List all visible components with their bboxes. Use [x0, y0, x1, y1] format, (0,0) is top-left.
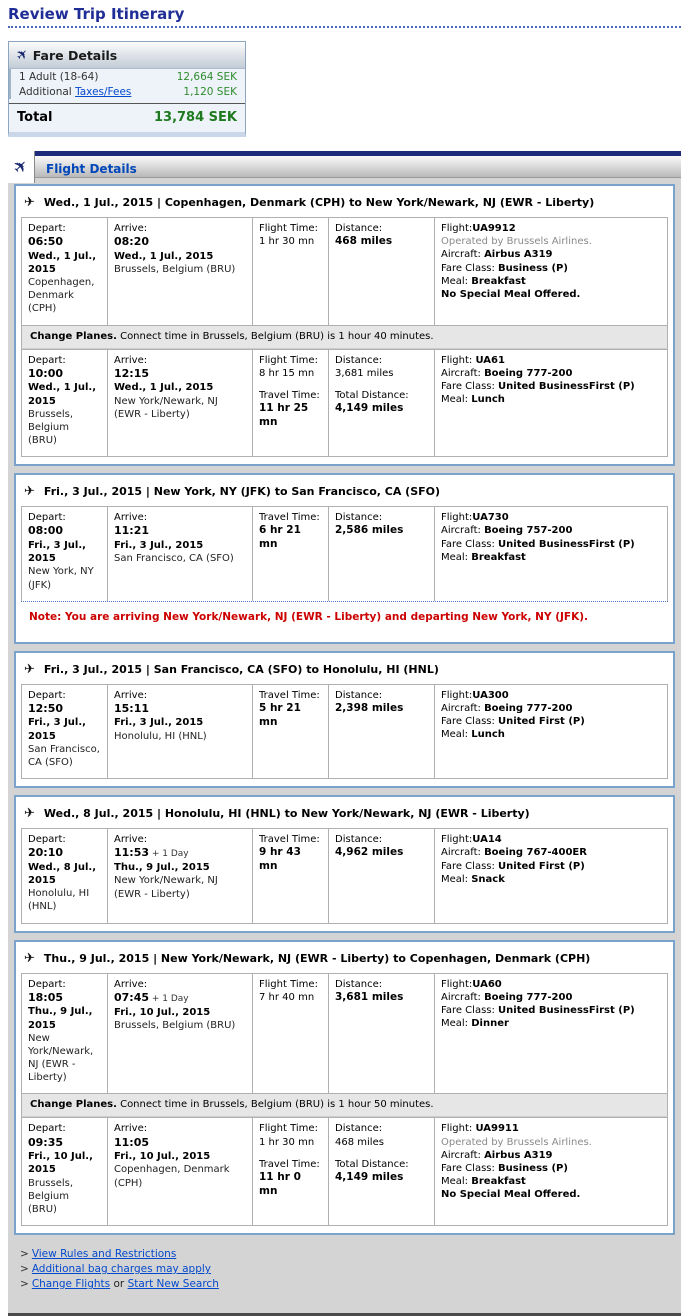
leg-table: [21, 349, 668, 458]
fare-label-text: Additional: [19, 86, 76, 98]
segment-body: [16, 828, 673, 930]
flight-info-value: Breakfast: [471, 275, 526, 287]
fare-row: [11, 84, 245, 99]
flight-info-line: [441, 860, 661, 873]
flight-info-value: UA9911: [475, 1123, 519, 1135]
cell-label: Arrive:: [114, 354, 148, 366]
location-value: Copenhagen, Denmark (CPH): [114, 1164, 230, 1189]
flight-info-label: Aircraft:: [441, 847, 485, 859]
flight-info-value: Lunch: [471, 729, 505, 741]
flight-info-line: [441, 367, 661, 380]
flight-info-label: Aircraft:: [441, 1149, 485, 1161]
flight-info-value: Breakfast: [471, 551, 526, 563]
flight-info-value: Breakfast: [471, 1176, 526, 1188]
location-value: San Francisco, CA (SFO): [114, 553, 234, 565]
flight-info-label: Fare Class:: [441, 1005, 499, 1017]
cell-label: Arrive:: [114, 834, 148, 846]
flight-info-line: [441, 222, 661, 235]
time-value: 11:05: [114, 1135, 150, 1149]
location-value: New York/Newark, NJ (EWR - Liberty): [114, 875, 218, 900]
cell-label: Flight Time:: [259, 354, 318, 366]
flight-info-line: [441, 538, 661, 551]
location-value: Honolulu, HI (HNL): [114, 730, 207, 742]
fare-row-value: 1,120 SEK: [183, 86, 237, 98]
segment-title: Wed., 8 Jul., 2015 | Honolulu, HI (HNL) to New York/Newark, NJ (EWR - Liberty): [43, 807, 530, 821]
flight-info-label: Flight:: [441, 834, 473, 846]
cell-value: 3,681 miles: [335, 367, 394, 379]
depart-cell: [22, 974, 108, 1094]
change-planes-notice: [21, 326, 668, 349]
plus-day-suffix: + 1 Day: [149, 849, 189, 860]
footer-link-line: [20, 1278, 677, 1290]
flight-segment: [14, 184, 675, 466]
flight-info-label: Fare Class:: [441, 716, 499, 728]
flight-info-label: Aircraft:: [441, 702, 485, 714]
flight-info-line: [441, 393, 661, 406]
no-special-meal-note: No Special Meal Offered.: [441, 1189, 581, 1201]
notice-text: Connect time in Brussels, Belgium (BRU) is 1 hour 40 minutes.: [116, 330, 434, 342]
cell-label: Distance:: [335, 354, 383, 366]
flight-info-label: Fare Class:: [441, 262, 499, 274]
flight-info-line: [441, 511, 661, 524]
time-value: 18:05: [28, 990, 64, 1004]
flight-info-line: [441, 248, 661, 261]
time-value: 15:11: [114, 701, 150, 715]
date-value: Fri., 10 Jul., 2015: [114, 1006, 211, 1018]
segment-body: [16, 684, 673, 786]
date-value: Thu., 9 Jul., 2015: [28, 1006, 93, 1031]
operated-by-note: Operated by Brussels Airlines.: [441, 1136, 592, 1148]
flight-info-label: Flight:: [441, 223, 473, 234]
footer-link-line: [20, 1248, 677, 1260]
leg-table: [21, 684, 668, 779]
time-value: 06:50: [28, 235, 64, 249]
cell-value: 5 hr 21 mn: [259, 701, 301, 728]
cell-label: Depart:: [28, 689, 66, 701]
flight-info-value: Airbus A319: [484, 1149, 553, 1161]
distance-cell: [329, 350, 435, 457]
time-cell: [253, 685, 329, 778]
time-value: 20:10: [28, 846, 64, 860]
segment-body: [16, 973, 673, 1233]
flight-info-label: Aircraft:: [441, 525, 485, 537]
segments: [8, 178, 681, 1241]
cell-value: 7 hr 40 mn: [259, 991, 315, 1003]
segment-title: Fri., 3 Jul., 2015 | San Francisco, CA (SFO) to Honolulu, HI (HNL): [43, 662, 439, 676]
time-value: 08:20: [114, 235, 150, 249]
location-value: Copenhagen, Denmark (CPH): [28, 277, 95, 315]
cell-label: Arrive:: [114, 512, 148, 524]
date-value: Fri., 10 Jul., 2015: [28, 1151, 93, 1176]
flight-details-header: [8, 151, 681, 178]
flight-info-value: Boeing 757-200: [484, 525, 573, 537]
segment-title: Thu., 9 Jul., 2015 | New York/Newark, NJ (EWR - Liberty) to Copenhagen, Denmark (CPH): [43, 951, 591, 965]
plane-icon: ✈: [24, 806, 35, 822]
date-value: Thu., 9 Jul., 2015: [114, 862, 210, 874]
time-value: 12:50: [28, 701, 64, 715]
cell-label: Depart:: [28, 834, 66, 846]
date-value: Fri., 3 Jul., 2015: [28, 539, 86, 565]
flight-info-value: United BusinessFirst (P): [498, 381, 635, 393]
flight-info-cell: [435, 1118, 667, 1225]
arrow-bullet: >: [20, 1263, 29, 1276]
cell-value: 11 hr 0 mn: [259, 1171, 301, 1197]
location-value: New York, NY (JFK): [28, 566, 94, 591]
distance-cell: [329, 974, 435, 1094]
flight-info-value: Business (P): [498, 262, 568, 274]
cell-value: 2,586 miles: [335, 524, 404, 537]
cell-label: Travel Time:: [259, 1158, 320, 1170]
fare-row: [11, 69, 245, 84]
cell-label: Total Distance:: [335, 1158, 409, 1170]
flight-info-label: Flight:: [441, 354, 476, 366]
time-value: 10:00: [28, 366, 64, 380]
link-additional-bag-charges-may-apply[interactable]: Additional bag charges may apply: [31, 1263, 211, 1276]
depart-cell: [22, 218, 108, 325]
plane-icon: ✈: [24, 950, 35, 966]
cell-value: 2,398 miles: [335, 701, 404, 714]
flight-segment: [14, 473, 675, 643]
segment-header: [16, 797, 673, 828]
cell-label: Distance:: [335, 223, 383, 234]
flight-info-cell: [435, 218, 667, 325]
time-value: 09:35: [28, 1135, 64, 1149]
flight-segment: [14, 651, 675, 788]
flight-info-line: [441, 1162, 661, 1175]
cell-value: 1 hr 30 mn: [259, 1136, 315, 1148]
fare-details-header: [9, 42, 245, 69]
cell-label: Distance:: [335, 512, 383, 524]
cell-label: Travel Time:: [259, 689, 320, 701]
flight-info-cell: [435, 685, 667, 778]
flight-info-line: [441, 728, 661, 741]
flight-info-value: UA300: [472, 689, 509, 701]
cell-label: Travel Time:: [259, 512, 320, 524]
time-value: 11:53 + 1 Day: [114, 846, 189, 860]
arrive-cell: [108, 218, 253, 325]
segment-body: [16, 217, 673, 464]
date-value: Fri., 3 Jul., 2015: [28, 717, 86, 742]
location-value: Brussels, Belgium (BRU): [28, 408, 74, 447]
arrive-cell: [108, 350, 253, 457]
flight-info-label: Fare Class:: [441, 1163, 499, 1175]
flight-info-label: Fare Class:: [441, 381, 499, 393]
cell-label: Flight Time:: [259, 1123, 318, 1135]
cell-value: 468 miles: [335, 235, 393, 248]
fare-row-value: 12,664 SEK: [176, 71, 237, 83]
cell-label: Distance:: [335, 689, 383, 701]
cell-label: Flight Time:: [259, 978, 318, 990]
footer-text: or: [110, 1278, 128, 1291]
flight-info-value: UA60: [472, 978, 502, 990]
cell-label: Distance:: [335, 978, 383, 990]
flight-info-cell: [435, 974, 667, 1094]
time-cell: [253, 218, 329, 325]
cell-label: Depart:: [28, 1123, 66, 1135]
arrive-cell: [108, 974, 253, 1094]
time-cell: [253, 829, 329, 922]
cell-value: 1 hr 30 mn: [259, 236, 315, 248]
cell-label: Depart:: [28, 223, 66, 234]
time-cell: [253, 974, 329, 1094]
cell-value: 4,149 miles: [335, 1171, 404, 1184]
flight-info-value: UA14: [472, 834, 502, 846]
link-view-rules-and-restrictions[interactable]: View Rules and Restrictions: [31, 1248, 177, 1261]
cell-value: 8 hr 15 mn: [259, 367, 315, 379]
flight-info-label: Meal:: [441, 394, 472, 406]
flight-info-line: [441, 1149, 661, 1162]
flight-info-line: [441, 524, 661, 537]
plane-icon: ✈: [8, 154, 34, 180]
date-value: Wed., 1 Jul., 2015: [114, 250, 214, 262]
cell-value: 6 hr 21 mn: [259, 524, 301, 551]
fare-row-label: [19, 71, 98, 83]
fare-label-text: 1 Adult (18-64): [19, 71, 99, 83]
cell-label: Depart:: [28, 978, 66, 990]
cell-label: Arrive:: [114, 1123, 148, 1135]
depart-cell: [22, 350, 108, 457]
fare-row-label: [19, 86, 131, 98]
flight-info-value: Boeing 777-200: [484, 991, 573, 1003]
flight-info-label: Flight:: [441, 689, 473, 701]
flight-info-line: [441, 354, 661, 367]
cell-label: Arrive:: [114, 223, 148, 234]
date-value: Fri., 10 Jul., 2015: [114, 1151, 211, 1163]
segment-header: [16, 653, 673, 684]
cell-label: Arrive:: [114, 978, 148, 990]
cell-value: 9 hr 43 mn: [259, 846, 301, 873]
flight-info-line: [441, 551, 661, 564]
date-value: Fri., 3 Jul., 2015: [114, 539, 204, 551]
fare-total-row: [9, 104, 245, 132]
link-start-new-search[interactable]: Start New Search: [127, 1278, 219, 1291]
depart-cell: [22, 685, 108, 778]
plane-icon: ✈: [24, 661, 35, 677]
flight-info-line: [441, 715, 661, 728]
location-value: New York/Newark, NJ (EWR - Liberty): [28, 1032, 94, 1084]
flight-segment: [14, 795, 675, 932]
depart-cell: [22, 1118, 108, 1225]
flight-info-line: [441, 702, 661, 715]
fare-rows: [9, 69, 245, 99]
plane-icon-box: [8, 151, 35, 183]
flight-info-line: [441, 873, 661, 886]
flight-info-value: Boeing 777-200: [484, 702, 573, 714]
arrow-bullet: >: [20, 1248, 29, 1261]
flight-info-value: UA9912: [472, 223, 516, 234]
time-value: 07:45 + 1 Day: [114, 990, 189, 1004]
page-title: Review Trip Itinerary: [8, 5, 185, 23]
notice-text: Note: You are arriving New York/Newark, NJ (EWR - Liberty) and departing New York, NY (JFK).: [29, 610, 589, 623]
flight-info-value: United BusinessFirst (P): [498, 1005, 635, 1017]
distance-cell: [329, 507, 435, 600]
date-value: Wed., 1 Jul., 2015: [28, 250, 96, 275]
cell-value: 468 miles: [335, 1136, 384, 1148]
flight-info-value: Airbus A319: [484, 249, 553, 261]
flight-details-title: Flight Details: [46, 162, 137, 176]
operated-by-note: Operated by Brussels Airlines.: [441, 236, 592, 248]
title-divider: [8, 26, 681, 28]
flight-info-value: Business (P): [498, 1163, 568, 1175]
flight-info-label: Meal:: [441, 551, 472, 563]
notice-text: Change Planes.: [30, 330, 117, 342]
flight-info-value: United First (P): [498, 860, 585, 872]
cell-label: Flight Time:: [259, 223, 318, 234]
flight-info-label: Aircraft:: [441, 991, 485, 1003]
flight-info-line: [441, 846, 661, 859]
link-change-flights[interactable]: Change Flights: [31, 1278, 111, 1291]
flight-info-cell: [435, 507, 667, 600]
taxes-fees-link[interactable]: Taxes/Fees: [75, 86, 132, 98]
time-value: 12:15: [114, 366, 150, 380]
location-value: Brussels, Belgium (BRU): [114, 1019, 236, 1031]
flight-info-value: Snack: [471, 873, 505, 885]
flight-info-line: [441, 1004, 661, 1017]
arrive-cell: [108, 829, 253, 922]
arrive-cell: [108, 1118, 253, 1225]
depart-cell: [22, 507, 108, 600]
fare-details-title: Fare Details: [32, 47, 118, 63]
plane-icon: ✈: [24, 195, 35, 210]
change-planes-notice: [21, 1094, 668, 1117]
flight-info-cell: [435, 829, 667, 922]
flight-info-value: Boeing 777-200: [484, 367, 573, 379]
flight-info-label: Fare Class:: [441, 860, 499, 872]
time-value: 11:21: [114, 524, 150, 538]
flight-info-value: Dinner: [471, 1018, 509, 1030]
flight-info-line: [441, 275, 661, 288]
time-cell: [253, 1118, 329, 1225]
flight-info-label: Meal:: [441, 873, 472, 885]
distance-cell: [329, 218, 435, 325]
location-value: San Francisco, CA (SFO): [28, 743, 100, 768]
cell-label: Depart:: [28, 512, 66, 524]
flight-info-line: [441, 689, 661, 702]
flight-info-line: [441, 978, 661, 991]
notice-text: Change Planes.: [30, 1099, 117, 1111]
flight-info-label: Meal:: [441, 729, 472, 741]
date-value: Wed., 1 Jul., 2015: [28, 382, 96, 407]
cell-value: 4,962 miles: [335, 846, 404, 859]
cell-value: 4,149 miles: [335, 402, 404, 415]
cell-value: 3,681 miles: [335, 990, 404, 1003]
no-special-meal-note: No Special Meal Offered.: [441, 288, 581, 300]
cell-label: Total Distance:: [335, 390, 409, 402]
cell-label: Distance:: [335, 834, 383, 846]
flight-details-section: [8, 151, 681, 1316]
segment-header: [16, 186, 673, 217]
flight-info-value: United BusinessFirst (P): [498, 538, 635, 550]
flight-info-line: [441, 991, 661, 1004]
notice-text: Connect time in Brussels, Belgium (BRU) is 1 hour 50 minutes.: [116, 1099, 434, 1111]
cell-label: Depart:: [28, 354, 66, 366]
leg-table: [21, 828, 668, 923]
flight-info-value: UA730: [472, 512, 509, 524]
flight-info-value: Lunch: [471, 394, 505, 406]
date-value: Fri., 3 Jul., 2015: [114, 717, 204, 729]
plus-day-suffix: + 1 Day: [149, 993, 189, 1004]
flight-info-value: United First (P): [498, 716, 585, 728]
distance-cell: [329, 829, 435, 922]
flight-info-line: [441, 833, 661, 846]
flight-info-label: Aircraft:: [441, 367, 485, 379]
flight-info-label: Flight:: [441, 512, 473, 524]
leg-table: [21, 217, 668, 326]
cell-value: 11 hr 25 mn: [259, 402, 309, 429]
leg-table: [21, 1117, 668, 1226]
fare-details-panel: [8, 41, 246, 137]
flight-info-label: Meal:: [441, 1018, 472, 1030]
cell-label: Travel Time:: [259, 390, 320, 402]
segment-title: Wed., 1 Jul., 2015 | Copenhagen, Denmark (CPH) to New York/Newark, NJ (EWR - Liberty): [43, 196, 595, 209]
flight-info-label: Meal:: [441, 1176, 472, 1188]
airport-change-note: [21, 601, 668, 635]
location-value: New York/Newark, NJ (EWR - Liberty): [114, 395, 218, 420]
location-value: Brussels, Belgium (BRU): [28, 1177, 74, 1215]
footer-links: [8, 1241, 681, 1303]
time-value: 08:00: [28, 524, 64, 538]
cell-label: Distance:: [335, 1123, 383, 1135]
cell-label: Arrive:: [114, 689, 148, 701]
distance-cell: [329, 685, 435, 778]
fare-total-label: Total: [17, 110, 53, 125]
flight-info-line: [441, 1017, 661, 1030]
flight-info-value: Boeing 767-400ER: [484, 847, 587, 859]
date-value: Wed., 1 Jul., 2015: [114, 382, 214, 394]
date-value: Wed., 8 Jul., 2015: [28, 861, 96, 887]
time-cell: [253, 507, 329, 600]
flight-info-value: UA61: [475, 354, 505, 366]
segment-title: Fri., 3 Jul., 2015 | New York, NY (JFK) to San Francisco, CA (SFO): [43, 485, 441, 499]
time-cell: [253, 350, 329, 457]
flight-info-line: [441, 1122, 661, 1135]
flight-info-label: Flight:: [441, 1123, 476, 1135]
flight-info-label: Meal:: [441, 275, 472, 287]
arrive-cell: [108, 685, 253, 778]
footer-link-line: [20, 1263, 677, 1275]
flight-info-label: Fare Class:: [441, 538, 499, 550]
location-value: Honolulu, HI (HNL): [28, 888, 90, 913]
plane-icon: ✈: [13, 45, 33, 65]
depart-cell: [22, 829, 108, 922]
cell-label: Travel Time:: [259, 834, 320, 846]
arrive-cell: [108, 507, 253, 600]
location-value: Brussels, Belgium (BRU): [114, 263, 236, 275]
segment-header: [16, 475, 673, 506]
flight-info-label: Aircraft:: [441, 249, 485, 261]
segment-header: [16, 942, 673, 973]
flight-info-line: [441, 380, 661, 393]
segment-body: [16, 506, 673, 641]
flight-info-cell: [435, 350, 667, 457]
distance-cell: [329, 1118, 435, 1225]
fare-total-value: 13,784 SEK: [153, 110, 237, 125]
flight-info-line: [441, 262, 661, 275]
arrow-bullet: >: [20, 1278, 29, 1291]
leg-table: [21, 506, 668, 601]
leg-table: [21, 973, 668, 1095]
flight-info-line: [441, 1175, 661, 1188]
plane-icon: ✈: [24, 484, 35, 500]
flight-info-label: Flight:: [441, 978, 473, 990]
